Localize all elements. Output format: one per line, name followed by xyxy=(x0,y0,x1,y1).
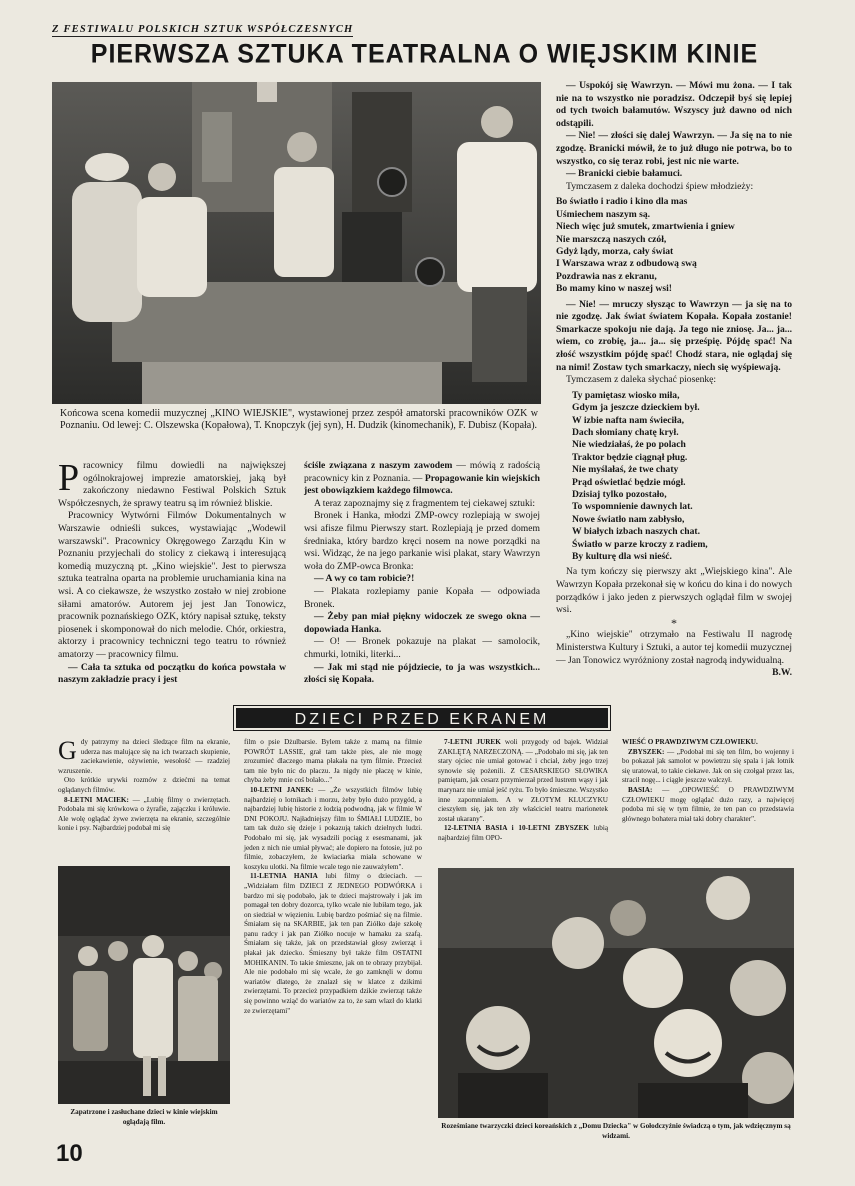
verse-line: Uśmiechem naszym są. xyxy=(556,208,651,220)
dialogue-line: — O! — Bronek pokazuje na plakat — samolocik, chmurki, lotniki, literki... xyxy=(304,636,540,660)
verse-line: Prąd oświetlać będzie mógł. xyxy=(572,476,686,488)
speaker-label: ZBYSZEK: xyxy=(628,747,665,756)
paragraph: WIEŚĆ O PRAWDZIWYM CZŁOWIEKU. xyxy=(622,738,758,746)
speaker-label: 12-LETNIA BASIA i 10-LETNI ZBYSZEK xyxy=(444,824,589,833)
children-column-1 xyxy=(58,738,230,834)
drop-cap: G xyxy=(58,736,77,765)
text-span: woli przygody od bajek. Widział ZAKLĘTĄ NARZECZONĄ. — „Podobało mi się, jak ten stary ojciec nie umiał gotować i chciał, żeby jego trzej synowie się pożenili. Z CESARSKIEGO SŁOWIKA pamiętam, jak cesarz przymierzał przed lustrem wąsy i jak marynarz nie umiał jeść ryżu. To było śmieszne. Wszystko inne zapomniałem. A w ZŁOTYM KLUCZYKU cieszyłem się, jak ten zły właściciel teatru marionetek został ukarany". xyxy=(438,738,608,823)
text-span: Propagowanie kin wiejskich jest obowiązkiem każdego filmowca. xyxy=(304,472,540,497)
verse-line: To wspomnienie dawnych lat. xyxy=(572,501,693,513)
verse-line: Nie marszczą naszych czół, xyxy=(556,233,667,245)
paragraph xyxy=(58,796,230,834)
text-span: lubią najbardziej film OPO- xyxy=(438,824,609,842)
paragraph: Na tym kończy się pierwszy akt „Wiejskiego kina". Ale Wawrzyn Kopała przekonał się w końcu do kina i do nowych porządków i jako jeden z pierwszych oglądał film w swojej wsi. xyxy=(556,566,792,616)
article-column-1 xyxy=(58,457,286,687)
section-banner: DZIECI PRZED EKRANEM xyxy=(234,706,610,730)
author-signature: B.W. xyxy=(772,667,792,679)
speaker-label: 11-LETNIA HANIA xyxy=(250,872,318,881)
text-span: — „Lubię filmy o zwierzętach. Podobała mi się krówkowa o żyrafie, zajączku i króluwie. Ale wolę oglądać żywe zwierzęta na ekranie, szczególnie konie i psy. Najbardziej podobał mi się xyxy=(58,795,230,833)
verse-line: Nowe światło nam zabłysło, xyxy=(572,513,685,525)
speaker-label: 7-LETNI JUREK xyxy=(444,738,501,746)
paragraph: Tymczasem z daleka dochodzi śpiew młodzieży: xyxy=(566,180,754,192)
text-span: — mówią z radością pracownicy kin z Poznania. — xyxy=(304,460,540,484)
verse-line: Nie wiedziałaś, że po polach xyxy=(572,439,686,451)
section-kicker: Z FESTIWALU POLSKICH SZTUK WSPÓŁCZESNYCH xyxy=(52,24,354,35)
paragraph xyxy=(556,629,792,679)
paragraph xyxy=(622,748,794,786)
speaker-label: 10-LETNI JANEK: xyxy=(250,785,314,794)
verse-line: Nie myślałaś, że twe chaty xyxy=(572,464,679,476)
dialogue-line: — Uspokój się Wawrzyn. — Mówi mu żona. — I tak nie na to wszystko nie poradzisz. Odczepił byś się lepiej od tych twoich bałamutów. Wszyscy już dawno od nich odstąpili. xyxy=(556,80,792,129)
paragraph: Pracownicy Wytwórni Filmów Dokumentalnych w Warszawie odnieśli sukces, wystawiając „Wodewil warszawski". Pracownicy Okręgowego Zarządu Kin w Poznaniu przyjechali do stolicy z ciekawą i interesującą komedią muzyczną pt. „Kino wiejskie". Jest to pierwsza sztuka teatralna oparta na problemie uruchamiania kina na wsi. A co ciekawsze, że wszystko zostało w niej zrobione siłami amatorów. Autorem jej jest Jan Tonowicz, pracownik poznańskiego OZK, który napisał sztukę, teksty piosenek i skomponował do nich melodie. Chór, orkiestra, aktorzy i pracownicy techniczni tego teatru to również amatorzy — pracownicy filmu. xyxy=(58,510,286,660)
drop-cap: P xyxy=(58,457,80,499)
photo-village-cinema-children xyxy=(58,866,230,1104)
verse-line: W białych izbach naszych chat. xyxy=(572,526,701,538)
article-column-2 xyxy=(304,460,540,687)
page-number: 10 xyxy=(56,1140,83,1167)
paragraph: Bronek i Hanka, młodzi ZMP-owcy rozlepiają w swojej wsi afisze filmu Pierwszy start. Rozlepiają je przed domem średniaka, który bardzo kręci nosem na nowe porządki na wsi. Widząc, że na jego parkanie wisi plakat, stary Wawrzyn woła do ZMP-owca Bronka: xyxy=(304,510,540,572)
verse-line: Traktor będzie ciągnął pług. xyxy=(572,451,688,463)
photo-theatre-caption: Końcowa scena komedii muzycznej „KINO WIEJSKIE", wystawionej przez zespół amatorski pracowników OZK w Poznaniu. Od lewej: C. Olszewska (Kopałowa), T. Knopczyk (jej syn), H. Dudzik (kinomechanik), F. Dubisz (Kopała). xyxy=(60,408,538,431)
article-column-3 xyxy=(556,80,792,680)
photo-village-caption: Zapatrzone i zasłuchane dzieci w kinie wiejskim oglądają film. xyxy=(70,1108,218,1126)
dialogue-line: — Jak mi stąd nie pójdziecie, to ja was wszystkich... złości się Kopała. xyxy=(304,661,540,686)
verse-line: Pozdrawia nas z ekranu, xyxy=(556,270,657,282)
paragraph xyxy=(438,824,608,843)
verse-line: Bo światło i radio i kino dla mas xyxy=(556,196,688,208)
verse-line: Ty pamiętasz wiosko miła, xyxy=(572,389,680,401)
photo-theatre-scene xyxy=(52,82,541,404)
verse-line: Niech więc już smutek, zmartwienia i gniew xyxy=(556,221,735,233)
paragraph: Tymczasem z daleka słychać piosenkę: xyxy=(566,374,717,386)
dialogue-line: — Żeby pan miał piękny widoczek ze swego okna — dopowiada Hanka. xyxy=(304,611,540,635)
text-span: — „OPOWIEŚĆ O PRAWDZIWYM CZŁOWIEKU mogę oglądać dużo razy, a najwięcej podoba mi się w tym filmie, że ten pan co przedstawia głównego bohatera miał taki dobry charakter". xyxy=(622,785,794,823)
verse-line: Dach słomiany chatę krył. xyxy=(572,426,679,438)
paragraph: — Cała ta sztuka od początku do końca powstała w naszym zakładzie pracy i jest xyxy=(58,661,286,686)
song-verse-2 xyxy=(556,390,792,564)
paragraph xyxy=(438,738,608,824)
song-verse-1 xyxy=(556,196,792,295)
text-span: „Kino wiejskie" otrzymało na Festiwalu II nagrodę Ministerstwa Kultury i Sztuki, a autor tej komedii muzycznej — Jan Tonowicz wyróżniony został nagrodą indywidualną. xyxy=(556,629,792,666)
children-column-4 xyxy=(622,738,794,824)
paragraph: A teraz zapoznajmy się z fragmentem tej ciekawej sztuki: xyxy=(314,497,536,509)
dialogue-line: — Plakata rozlepiamy panie Kopała — odpowiada Bronek. xyxy=(304,585,540,610)
speaker-label: BASIA: xyxy=(628,785,653,794)
children-column-3 xyxy=(438,738,608,844)
paragraph xyxy=(244,786,422,872)
verse-line: Dzisiaj tylko pozostało, xyxy=(572,489,667,500)
text-span: — „Że wszystkich filmów lubię najbardziej o lotnikach i morzu, żeby było dużo przygód, a najbardziej lubię historie z łodzią podwodną, jak w filmie W DNI POKOJU. Najładniejszy film to ŚMIAŁI LUDZIE, bo tam tak dużo się dzieje i pokazują takich dzielnych ludzi. Podobało mi się, jak wysadzili pociąg z esesmanami, jak jeden z nich nie umiał pływać; ale dopiero na fotosie, już po filmie, zobaczyłem, że kwiaciarka miała schowane w koszyku ulotki. Na filmie wcale tego nie zauważyłem". xyxy=(244,785,422,871)
section-separator: * xyxy=(671,615,677,630)
dialogue-line: — Nie! — mruczy słysząc to Wawrzyn — ja się na to nie zgodzę. Jak świat światem Kopała. Kopała zostanie! Smarkacze spokoju nie dają. Ja tego nie zniosę. Ja... ja... wiem, co zrobię, ja... ja... się prześpię. Pójdę spać! Na złość wszystkim pójdę spać! Chodź stara, nie oglądaj się na nimi! Zostaw tych smarkaczy, niech się wyśpiewają. xyxy=(556,298,792,373)
verse-line: I Warszawa wraz z odbudową swą xyxy=(556,258,697,270)
paragraph: Oto krótkie urywki rozmów z dziećmi na temat oglądanych filmów. xyxy=(58,776,230,794)
text-span: lubi filmy o dzieciach. — „Widziałam film DZIECI Z JEDNEGO PODWÓRKA i bardzo mi się podobało, jak te dzieci majstrowały i jak im pomagał ten dobry dozorca, tylko wcale nie lubiłam tego, jak on siedział w więzieniu. Lubię bardzo pośmiać się na filmie. Śmiałam się na SKARBIE, jak ten pan Ziółko daje szkołę panu radcy i jak pan Ziółko nocuje w hamaku za szafą. Śmiałam się także, jak on przedstawiał głosy zwierząt i płakał jak dziecko. Śmieszny był także film OSTATNI MOHIKANIN. To takie śmieszne, jak on te obrazy przybijał. Ale nie podobało mi się wcale, że go zamknęli w domu wariatów dlatego, że znalazł się w klatce z dzikimi zwierzętami. To przecież przypadkiem dzikie zwierząt także się powinno wziąć do wariatów za to, że sam wlazł do klatki ze zwierzętami" xyxy=(244,872,422,1015)
dialogue-line: — Branicki ciebie bałamuci. xyxy=(566,168,683,180)
text-span: ściśle związana z naszym zawodem xyxy=(304,460,453,471)
theatre-scene-image xyxy=(52,82,541,404)
paragraph: dy patrzymy na dzieci śledzące film na ekranie, uderza nas malujące się na ich twarzach skupienie, zaciekawienie, ożywienie, wesołość — rzadziej wzruszenie. xyxy=(58,738,230,775)
photo-korean-children xyxy=(438,868,794,1118)
verse-line: By kulturę dla wsi nieść. xyxy=(572,551,672,563)
verse-line: Gdym ja jeszcze dzieckiem był. xyxy=(572,402,700,414)
korean-children-image xyxy=(438,868,794,1118)
paragraph xyxy=(622,786,794,824)
dialogue-line: — Nie! — złości się dalej Wawrzyn. — Ja się na to nie zgodzę. Branicki mówił, że to już długo nie potrwa, bo to wszystko, co się teraz robi, jest nic nie warte. xyxy=(556,130,792,167)
speaker-label: 8-LETNI MACIEK: xyxy=(64,795,129,804)
children-column-2 xyxy=(244,738,422,1016)
verse-line: Światło w parze kroczy z radiem, xyxy=(572,538,708,550)
verse-line: W izbie nafta nam świeciła, xyxy=(572,414,685,426)
article-headline: PIERWSZA SZTUKA TEATRALNA O WIĘJSKIM KINIE xyxy=(90,38,759,70)
text-span: — „Podobał mi się ten film, bo wojenny i bo pokazał jak samolot w powietrzu się spala i jak lotnik się uratował, to takie ciekawe. Jak on się czołgał przez las, stracił nogę... i ciągle jeszcze walczył. xyxy=(622,747,794,785)
village-cinema-image xyxy=(58,866,230,1104)
paragraph xyxy=(244,872,422,1016)
photo-korean-caption: Roześmiane twarzyczki dzieci koreańskich z „Domu Dziecka" w Gołodczyźnie świadczą o tym, jak wdzięcznym są widzami. xyxy=(441,1122,791,1140)
paragraph: racownicy filmu dowiedli na największej ogólnokrajowej imprezie amatorskiej, jaką był zakończony niedawno Festiwal Polskich Sztuk Współczesnych, że sprawy teatru są im również bliskie. xyxy=(58,460,286,509)
dialogue-line: — A wy co tam robicie?! xyxy=(314,573,415,585)
verse-line: Bo mamy kino w naszej wsi! xyxy=(556,283,672,295)
paragraph: film o psie Dżulbarsie. Bylem także z mamą na filmie POWRÓT LASSIE, grał tam także pies, ale nie mogę zrozumieć dlaczego mama płakała na tym filmie. Przecież tam nie było nic do płaczu. Ja nigdy nie płaczę w kinie, chyba żeby mnie coś bolało..." xyxy=(244,738,422,785)
verse-line: Gdyż lądy, morza, cały świat xyxy=(556,245,674,257)
